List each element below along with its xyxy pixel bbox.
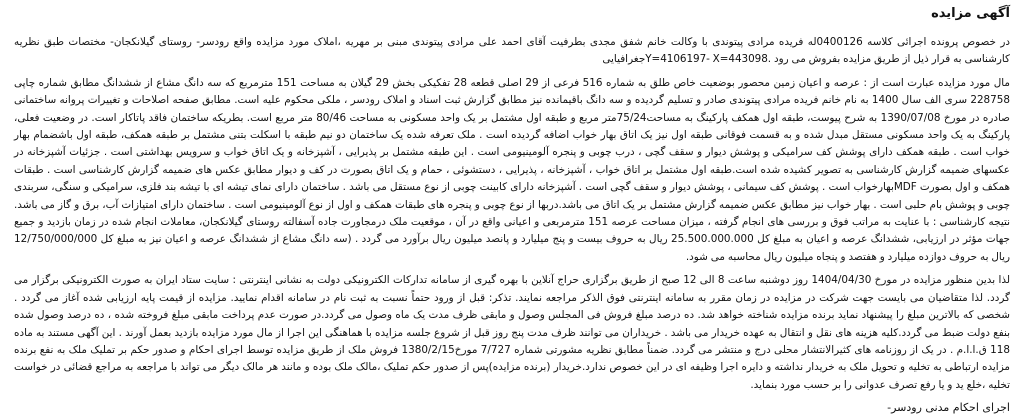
notice-auction-terms: لذا بدین منظور مزایده در مورخ 1404/04/30 روز دوشنبه ساعت 8 الی 12 صبح از طریق برگزاری حراج آنلاین با بهره گیری از سامانه تدارکات الکترونیکی دولت به نشانی اینترنتی : سایت ستاد ایران به صورت الکترونیکی برگزار می گردد. لذا متقاضیان می بایست جهت شرکت در مزایده در زمان مقرر به سامانه اینترنتی فوق الذکر مراجعه نمایند. تذکر: قبل از ورود حتماً نسبت به ثبت نام در سامانه اقدام نمایید. مزایده از قیمت پایه ارزیابی شده آغاز می گردد . شخصی که بالاترین مبلغ را پیشنهاد نماید برنده مزایده شناخته خواهد شد. ده درصد مبلغ فروش فی المجلس وصول و مابقی ظرف مدت یک ماه وصول می گردد.در صورت عدم پرداخت مابقی مبلغ فروخته شده ، ده درصد وصول شده بنفع دولت ضبط می گردد.کلیه هزینه های نقل و انتقال به عهده خریدار می باشد . خریداران می توانند ظرف مدت پنج روز قبل از شروع جلسه مزایده با هماهنگی این اجرا از مال مورد مزایده بازدید بعمل آورند . این آگهی مستند به ماده 118 ق.ا.ا.م . در یک از روزنامه های کثیرالانتشار محلی درج و منتشر می گردد. ضمناً مطابق نظریه مشورتی شماره 7/727 مورخ1380/2/15 فروش ملک از طریق مزایده توسط اجرای احکام و صدور حکم بر تملیک ملک به نفع برنده مزایده ارتباطی به تخلیه و تحویل ملک به خریدار نداشته و دایره اجرا وظیفه ای در این خصوص ندارد.خریدار (برنده مزایده)پس از صدور حکم تملیک ،مالک ملک بوده و مانند هر مالک دیگر می تواند با مراجعه به مراجع قضائی در خواست تخلیه ،خلع ید و یا رفع تصرف عدوانی را بر حسب مورد بنماید. xyxy=(14,274,1011,391)
notice-property-description: مال مورد مزایده عبارت است از : عرصه و اعیان زمین محصور بوضعیت خاص طلق به شماره 516 فرعی از 29 اصلی قطعه 28 تفکیکی بخش 29 گیلان به مساحت 151 مترمربع که سه دانگ مشاع از ششدانگ مطابق شماره چاپی 228758 سری الف سال 1400 به نام خانم فریده مرادی پیتوندی صادر و تسلیم گردیده و سه دانگ باقیمانده نیز مطابق گزارش ثبت اسناد و املاک رودسر ، ملکی محکوم علیه است. مطابق صفحه اصلاحات و تغییرات پروانه ساختمانی صادره در مورخ 1390/07/08 به شرح پیوست، طبقه اول همکف پارکینگ به مساحت75/24متر مربع و طبقه اول مشتمل بر یک واحد مسکونی به مساحت 80/46 متر مربع است. بطریکه ساختمان فاقد پاتاکار است. در وضعیت فعلی، پارکینگ به یک واحد مسکونی مستقل مبدل شده و به قسمت فوقانی طبقه اول نیز یک اتاق بهار خواب اضافه گردیده است . ملک تعرفه شده یک ساختمان دو نیم طبقه با اسکلت بتنی مشتمل بر طبقه همکف، طبقه اول باشضمام بهار خواب است . طبقه همکف دارای پوشش کف سرامیکی و پوشش دیوار و سقف گچی ، درب چوبی و پنجره آلومینیومی است . این طبقه مشتمل بر پذیرایی ، آشپزخانه و یک اتاق خواب و سرویس بهداشتی است . جزئیات آشپزخانه در عکسهای ضمیمه گزارش کارشناسی به تصویر کشیده شده است.طبقه اول مشتمل بر اتاق خواب ، آشپزخانه ، پذیرایی ، دستشوئی ، حمام و یک اتاق بصورت در کف و دیوار مطابق عکس های ضمیمه گزارش کارشناسی است . طبقات همکف و اول بصورت MDFبهارخواب است . پوشش کف سیمانی ، پوشش دیوار و سقف گچی است . آشپزخانه دارای کابینت چوبی از نوع مستقل می باشد . ساختمان دارای نمای تیشه ای با تیشه بند فلزی، سرامیکی و سنگی، سربندی چوبی و پوشش بام حلبی است . بهار خواب نیز مطابق عکس ضمیمه گزارش مشتمل بر یک اتاق می باشد.دربها از نوع چوبی و پنجره های طبقات همکف و اول از نوع آلومینیومی است . ساختمان دارای امتیازات آب، برق و گاز می باشد. نتیجه کارشناسی : با عنایت به مراتب فوق و بررسی های انجام گرفته ، میزان مساحت عرصه 151 مترمربعی و اعیانی واقع در آن ، موقعیت ملک درمجاورت جاده آسفالته روستای گیلانکجان، معاملات انجام شده در زمان بازدید و جمیع جهات مؤثر در ارزیابی، ششدانگ عرصه و اعیان به مبلغ کل 25.500.000.000 ریال به حروف بیست و پنج میلیارد و پانصد میلیون ریال برآورد می گردد . (سه دانگ مشاع از ششدانگ عرصه و اعیان نیز به مبلغ کل 12/750/000/000 ریال به حروف دوازده میلیارد و هفتصد و پنجاه میلیون ریال محاسبه می شود. xyxy=(14,76,1010,263)
notice-signature: اجرای احکام مدنی رودسر- xyxy=(887,401,1010,414)
notice-intro-paragraph: در خصوص پرونده اجرائی کلاسه 0400126له فریده مرادی پیتوندی با وکالت خانم شفق مجدی بطرفیت آقای احمد علی مرادی پیتوندی مبنی بر مهریه ،املاک مورد مزایده واقع رودسر- روستای گیلانکجان- مختصات طبق نظریه کارشناسی به قرار ذیل از طریق مزایده بفروش می رود .Y=4106197- X=443098جغرافیایی xyxy=(14,36,1010,66)
notice-title: آگهی مزایده xyxy=(931,6,1010,21)
auction-notice xyxy=(14,6,1010,416)
